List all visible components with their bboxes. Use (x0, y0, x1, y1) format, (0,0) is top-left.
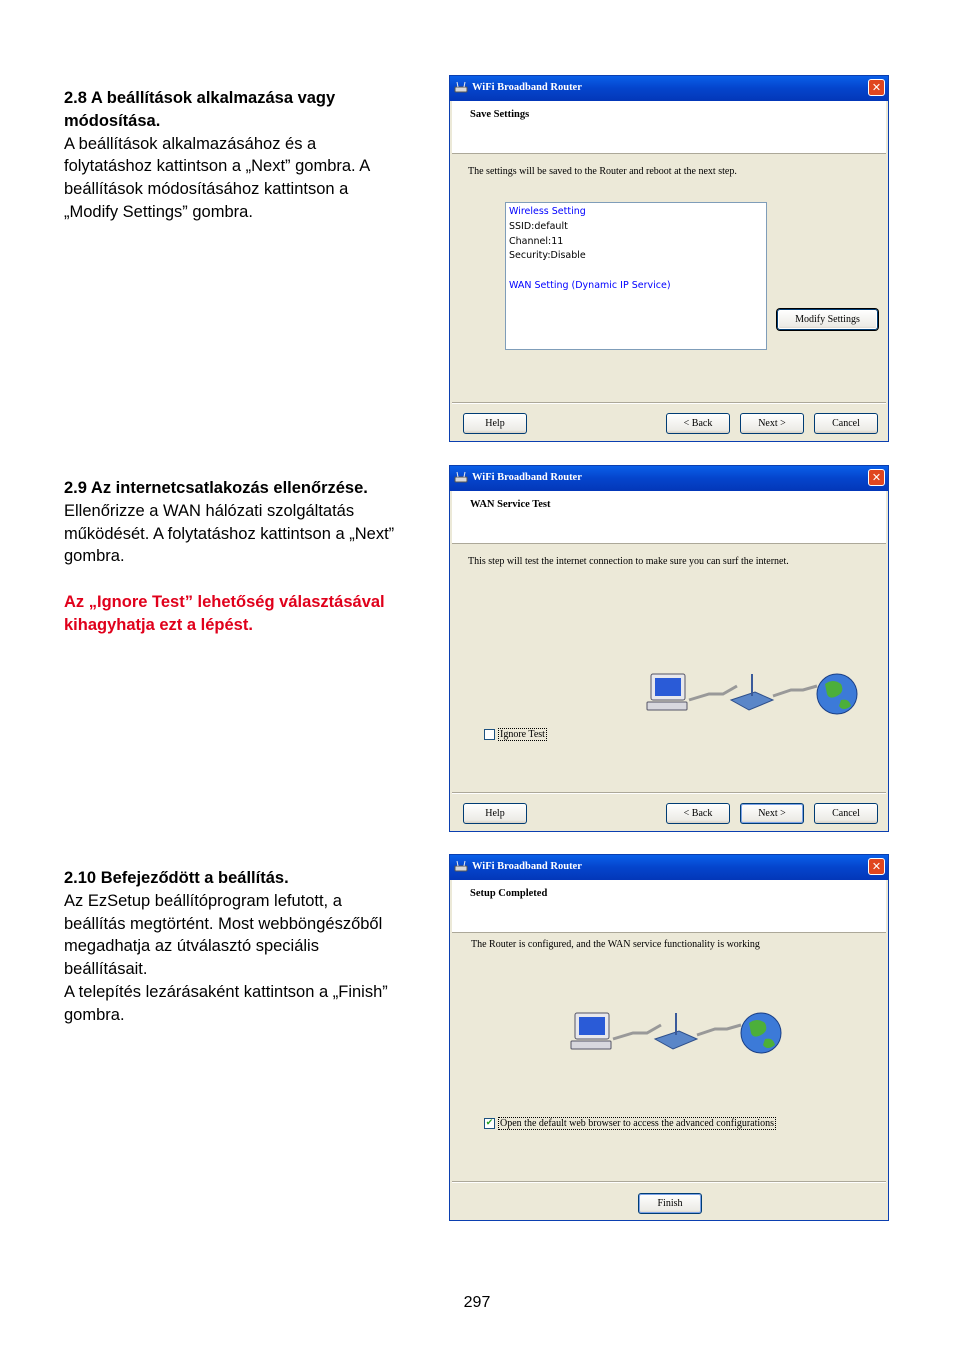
router-app-icon (454, 860, 468, 873)
description: The settings will be saved to the Router and reboot at the next step. (468, 166, 737, 177)
cancel-button[interactable]: Cancel (814, 413, 878, 434)
body-line: Az EzSetup beállítóprogram lefutott, a (64, 891, 342, 910)
cancel-button[interactable]: Cancel (814, 803, 878, 824)
section-2-9-text (64, 477, 434, 637)
section-2-8-text (64, 87, 434, 224)
close-icon[interactable]: ✕ (868, 469, 885, 486)
window-title: WiFi Broadband Router (472, 472, 582, 483)
globe-icon (817, 674, 857, 714)
title-bar[interactable] (450, 76, 888, 101)
body-line: megadhatja az útválasztó speciális (64, 937, 319, 956)
help-button[interactable]: Help (463, 803, 527, 824)
title-bar[interactable] (450, 855, 888, 880)
header-panel (452, 880, 886, 933)
router-icon (731, 674, 773, 710)
router-icon (655, 1013, 697, 1049)
computer-icon (571, 1013, 611, 1049)
window-title: WiFi Broadband Router (472, 82, 582, 93)
next-button[interactable]: Next > (740, 803, 804, 824)
header-title: WAN Service Test (470, 499, 551, 510)
back-button[interactable]: < Back (666, 803, 730, 824)
note-line: kihagyhatja ezt a lépést. (64, 615, 253, 634)
security-value: Security:Disable (509, 250, 586, 262)
body-line: A telepítés lezárásaként kattintson a „Finish” (64, 982, 388, 1001)
ignore-test-checkbox[interactable] (484, 728, 547, 741)
body-line: „Modify Settings” gombra. (64, 202, 253, 221)
setup-completed-dialog (449, 854, 889, 1221)
next-button[interactable]: Next > (740, 413, 804, 434)
window-title: WiFi Broadband Router (472, 861, 582, 872)
router-app-icon (454, 81, 468, 94)
section-heading: 2.8 A beállítások alkalmazása vagy módosítása. (64, 89, 336, 130)
ssid-value: SSID:default (509, 220, 568, 232)
channel-value: Channel:11 (509, 235, 564, 247)
close-icon[interactable]: ✕ (868, 79, 885, 96)
page-number: 297 (463, 1294, 491, 1311)
finish-button[interactable]: Finish (638, 1193, 702, 1214)
description: This step will test the internet connection to make sure you can surf the internet. (468, 556, 789, 567)
checkbox-box[interactable]: ✔ (485, 1118, 494, 1128)
close-icon[interactable]: ✕ (868, 858, 885, 875)
footer-divider (452, 1181, 886, 1183)
section-heading: 2.10 Befejeződött a beállítás. (64, 869, 289, 887)
description: The Router is configured, and the WAN service functionality is working (471, 939, 760, 950)
open-browser-checkbox[interactable] (484, 1117, 776, 1130)
section-2-10-text (64, 867, 434, 1027)
body-line: A beállítások alkalmazásához és a (64, 134, 317, 153)
body-line: gombra. (64, 547, 125, 566)
computer-icon (647, 674, 687, 710)
body-line: beállítások módosításához kattintson a (64, 180, 349, 199)
header-title: Setup Completed (470, 888, 548, 899)
section-heading: 2.9 Az internetcsatlakozás ellenőrzése. (64, 479, 368, 497)
modify-settings-button[interactable]: Modify Settings (777, 309, 878, 330)
settings-summary-list[interactable] (505, 202, 767, 350)
save-settings-dialog (449, 75, 889, 442)
footer-divider (452, 402, 886, 404)
wireless-heading: Wireless Setting (509, 206, 586, 217)
checkbox-label[interactable]: Open the default web browser to access the advanced configurations (500, 1118, 775, 1129)
body-line: működését. A folytatáshoz kattintson a „Next” (64, 524, 395, 543)
network-connection-illustration (645, 666, 861, 722)
body-line: beállítás megtörtént. Most webböngészőből (64, 914, 383, 933)
checkbox-label[interactable]: Ignore Test (500, 729, 545, 740)
header-panel (452, 491, 886, 544)
checkbox-box[interactable] (484, 729, 495, 740)
body-line: beállításait. (64, 960, 148, 979)
footer-divider (452, 792, 886, 794)
back-button[interactable]: < Back (666, 413, 730, 434)
body-line: Ellenőrizze a WAN hálózati szolgáltatás (64, 501, 355, 520)
wan-heading: WAN Setting (Dynamic IP Service) (509, 279, 671, 291)
help-button[interactable]: Help (463, 413, 527, 434)
title-bar[interactable] (450, 466, 888, 491)
note-line: Az „Ignore Test” lehetőség választásával (64, 592, 385, 611)
wan-service-test-dialog (449, 465, 889, 832)
header-panel (452, 101, 886, 154)
body-line: gombra. (64, 1005, 125, 1024)
router-app-icon (454, 471, 468, 484)
network-connection-illustration (569, 1005, 785, 1061)
globe-icon (741, 1013, 781, 1053)
body-line: folytatáshoz kattintson a „Next” gombra. A (64, 157, 371, 176)
header-title: Save Settings (470, 109, 530, 120)
